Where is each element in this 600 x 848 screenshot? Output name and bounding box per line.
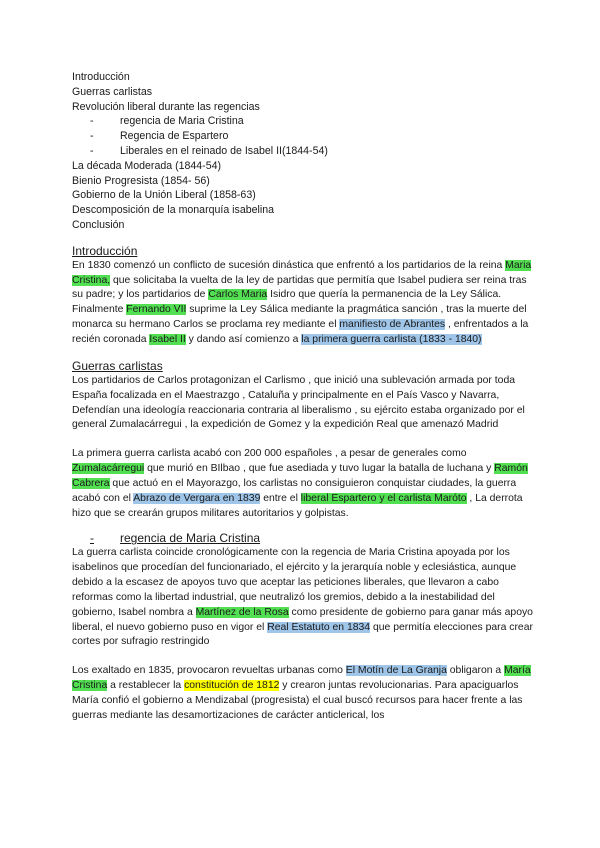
text: y crearon juntas revolucionarias. Para apaciguarlos María confió el gobierno a Mendizabal (progresista) el cual buscó recursos para hacer frente a las guerras mediante las desamortizaciones de carácter anticlerical, los: [72, 680, 523, 721]
toc-subitem-label: regencia de Maria Cristina: [120, 115, 244, 128]
list-dash: -: [90, 115, 94, 128]
highlight-martinez-rosa: Martínez de la Rosa: [195, 606, 289, 618]
toc-item-bienio-progresista[interactable]: Bienio Progresista (1854- 56): [72, 174, 210, 187]
paragraph-regencia-1: [72, 546, 540, 650]
toc-item-decada-moderada[interactable]: La década Moderada (1844-54): [72, 159, 222, 172]
highlight-maria-cristina-2: María Cristina: [72, 665, 531, 692]
text: entre el: [260, 492, 301, 504]
highlight-maria-cristina: Maria Cristina,: [72, 259, 532, 286]
toc-item-conclusion[interactable]: Conclusión: [72, 218, 125, 231]
highlight-real-estatuto: Real Estatuto en 1834: [267, 621, 371, 633]
toc-subitem-regencia-maria-cristina[interactable]: [72, 114, 540, 129]
highlight-primera-guerra: la primera guerra carlista (1833 - 1840): [301, 333, 482, 345]
table-of-contents: [72, 70, 540, 233]
list-dash: -: [90, 531, 94, 546]
heading-regencia-maria-cristina: [72, 531, 540, 546]
heading-guerras-carlistas: Guerras carlistas: [72, 358, 163, 373]
text: que actuó en el Mayorazgo, los carlistas no consiguieron conquistar ciudades, la guerra acabó con el: [72, 477, 517, 504]
text: Los exaltado en 1835, provocaron revueltas urbanas como: [72, 665, 346, 677]
highlight-isabel-ii: Isabel II: [149, 333, 186, 345]
highlight-espartero-maroto: liberal Espartero y el carlista Maróto: [300, 492, 467, 504]
toc-item-revolucion-liberal[interactable]: Revolución liberal durante las regencias: [72, 100, 260, 113]
list-dash: -: [90, 144, 94, 157]
text: En 1830 comenzó un conflicto de sucesión dinástica que enfrentó a los partidarios de la reina: [72, 259, 506, 271]
highlight-motin-granja: El Motín de La Granja: [345, 665, 447, 677]
toc-subitem-liberales-isabel[interactable]: [72, 144, 540, 159]
highlight-zumalacarregui: Zumalacárregui: [72, 463, 145, 475]
paragraph-guerras-2: [72, 447, 540, 521]
toc-item-guerras-carlistas[interactable]: Guerras carlistas: [72, 85, 153, 98]
highlight-abrazo-vergara: Abrazo de Vergara en 1839: [133, 492, 261, 504]
toc-item-introduccion[interactable]: Introducción: [72, 71, 130, 83]
text: suprime la Ley Sálica mediante la pragmática sanción , tras la muerte del monarca su hermano Carlos se proclama rey mediante el: [72, 304, 527, 331]
text: que murió en BIlbao , que fue asediada y tuvo lugar la batalla de luchana y: [144, 463, 495, 475]
text: La guerra carlista coincide cronológicamente con la regencia de Maria Cristina apoyada por los isabelinos que procedían del funcionariado, el ejército y la jerarquía noble y eclesiástica, aunque debido a la escasez de apoyos tuvo que aceptar las peticiones liberales, que llevaron a cabo reformas como la libertad industrial, que neutralizó los gremios, debido a la inestabilidad del gobierno, Isabel nombra a: [72, 547, 517, 618]
paragraph-regencia-2: [72, 664, 540, 723]
heading-introduccion: Introducción: [72, 243, 138, 258]
heading-label: regencia de Maria Cristina: [120, 531, 261, 546]
toc-item-union-liberal[interactable]: Gobierno de la Unión Liberal (1858-63): [72, 189, 256, 202]
text: , enfrentados a la recién coronada: [72, 319, 529, 345]
text: como presidente de gobierno para ganar más apoyo liberal, el nuevo gobierno puso en vigor el: [72, 606, 533, 633]
text: obligaron a: [446, 665, 505, 677]
toc-subitem-label: Liberales en el reinado de Isabel II(1844-54): [120, 144, 328, 157]
text: que solicitaba la vuelta de la ley de partidas que permitía que Isabel pudiera ser reina tras su padre; y los partidarios de: [72, 274, 527, 301]
text: Isidro que quería la permanencia de la Ley Sálica. Finalmente: [72, 289, 502, 316]
toc-subitem-label: Regencia de Espartero: [120, 130, 229, 143]
text: a restablecer la: [107, 680, 185, 692]
highlight-manifiesto-abrantes: manifiesto de Abrantes: [339, 319, 446, 331]
highlight-carlos-maria: Carlos Maria: [208, 289, 268, 301]
list-dash: -: [90, 130, 94, 143]
highlight-constitucion-1812: constitución de 1812: [184, 680, 280, 692]
paragraph-guerras-1: Los partidarios de Carlos protagonizan el Carlismo , que inició una sublevación armada por toda España focalizada en el Maestrazgo , Cataluña y principalmente en el País Vasco y Navarra, Defendían una ideología reaccionaria contraria al liberalismo , su ejército estaba organizado por el general Zumalacárregui , la expedición de Gomez y la expedición Real que amenazó Madrid: [72, 374, 525, 431]
text: La primera guerra carlista acabó con 200 000 españoles , a pesar de generales como: [72, 448, 467, 460]
toc-item-descomposicion[interactable]: Descomposición de la monarquía isabelina: [72, 204, 274, 217]
text: y dando así comienzo a: [185, 333, 302, 345]
highlight-fernando-vii: Fernando VII: [126, 304, 187, 316]
highlight-ramon-cabrera: Ramón Cabrera: [72, 463, 528, 489]
toc-subitem-regencia-espartero[interactable]: [72, 129, 540, 144]
text: , La derrota hizo que se crearán grupos militares autoritarios y golpistas.: [72, 492, 523, 519]
paragraph-introduccion: [72, 259, 540, 348]
text: que permitía elecciones para crear cortes por sufragio restringido: [72, 621, 533, 648]
